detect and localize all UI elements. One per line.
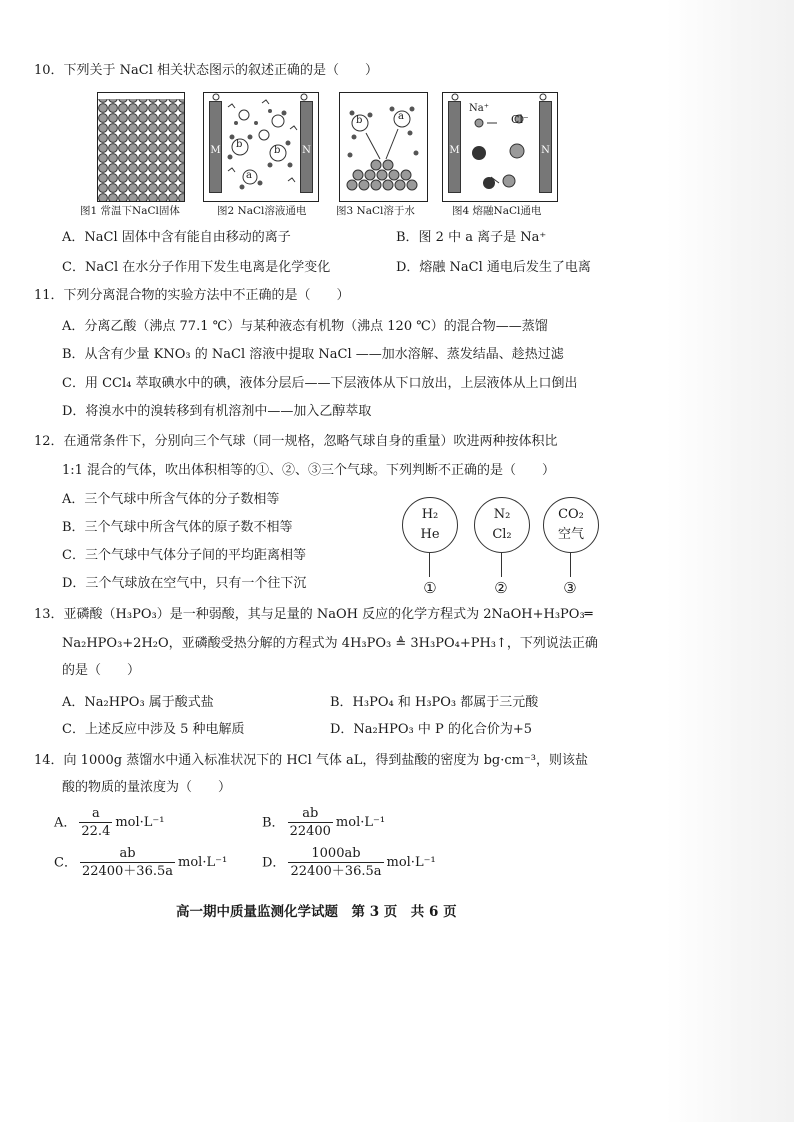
q14-option-c[interactable]	[54, 846, 227, 880]
q14-option-c-label: C．	[54, 855, 77, 871]
q14-option-a[interactable]	[54, 806, 165, 840]
q14-a-numerator: a	[91, 806, 100, 821]
scan-shadow	[666, 0, 794, 1122]
q14-option-d-fraction	[288, 846, 383, 880]
q14-d-unit: mol·L⁻¹	[386, 855, 436, 870]
balloon-3	[543, 497, 599, 553]
fig4-caption: 图4 熔融NaCl通电	[452, 205, 542, 217]
balloon-3-gas-2: 空气	[557, 527, 584, 542]
balloon-2-number: ②	[494, 579, 508, 597]
q13-stem-line2: Na₂HPO₃+2H₂O，亚磷酸受热分解的方程式为 4H₃PO₃ ≜ 3H₃PO₄+PH₃↑，下列说法正确	[62, 636, 598, 651]
page-footer: 高一期中质量监测化学试题 第 3 页 共 6 页	[176, 904, 457, 920]
fig2-nacl-solution-electrolysis	[203, 92, 319, 202]
electrode-n-label: N	[302, 145, 311, 156]
q13-stem-line1: 13．亚磷酸（H₃PO₃）是一种弱酸，其与足量的 NaOH 反应的化学方程式为 2NaOH+H₃PO₃═	[34, 607, 593, 622]
q14-option-c-fraction	[80, 846, 175, 880]
na-ion-label: Na⁺	[469, 103, 489, 114]
q14-stem-line2: 酸的物质的量浓度为（ ）	[62, 780, 232, 795]
q14-b-unit: mol·L⁻¹	[335, 815, 386, 830]
fig3-nacl-dissolving	[339, 92, 428, 202]
q11-option-c[interactable]: C．用 CCl₄ 萃取碘水中的碘，液体分层后——下层液体从下口放出，上层液体从上口倒出	[62, 376, 578, 391]
q13-option-c[interactable]: C．上述反应中涉及 5 种电解质	[62, 722, 245, 737]
q14-d-numerator: 1000ab	[311, 846, 361, 861]
q14-d-denominator: 22400＋36.5a	[290, 864, 382, 879]
q13-option-b[interactable]: B．H₃PO₄ 和 H₃PO₃ 都属于三元酸	[330, 695, 539, 710]
cl-ion-label: Cl⁻	[511, 113, 529, 126]
fig3-caption: 图3 NaCl溶于水	[336, 205, 415, 217]
q13-stem-line3: 的是（ ）	[62, 663, 141, 678]
q10-option-b[interactable]: B．图 2 中 a 离子是 Na⁺	[396, 230, 547, 245]
q12-stem-line1: 12．在通常条件下，分别向三个气球（同一规格，忽略气球自身的重量）吹进两种按体积比	[34, 434, 558, 449]
q10-option-a[interactable]: A．NaCl 固体中含有能自由移动的离子	[62, 230, 291, 245]
q14-option-b[interactable]	[262, 806, 385, 840]
q11-option-a[interactable]: A．分离乙酸（沸点 77.1 ℃）与某种液态有机物（沸点 120 ℃）的混合物——蒸馏	[62, 319, 548, 334]
ion-a-label: a	[246, 170, 252, 181]
electrode-n-label-fig4: N	[541, 145, 550, 156]
q11-stem: 11．下列分离混合物的实验方法中不正确的是（ ）	[34, 288, 350, 303]
fig2-caption: 图2 NaCl溶液通电	[217, 205, 307, 217]
q12-option-c[interactable]: C．三个气球中气体分子间的平均距离相等	[62, 548, 306, 563]
balloon-2	[474, 497, 530, 553]
q14-a-unit: mol·L⁻¹	[115, 815, 165, 830]
q10-option-d[interactable]: D．熔融 NaCl 通电后发生了电离	[396, 260, 591, 275]
fig3-dissolve-graphic	[340, 93, 427, 201]
q14-b-numerator: ab	[302, 806, 319, 821]
q14-c-unit: mol·L⁻¹	[178, 855, 228, 870]
fig1-lattice-graphic	[98, 93, 184, 201]
balloon-2-string	[501, 553, 502, 577]
ion-b-label: b	[236, 139, 243, 150]
q14-a-denominator: 22.4	[81, 824, 111, 839]
balloon-2-gas-2: Cl₂	[492, 527, 512, 542]
ion-b-label-2: b	[274, 145, 281, 156]
q10-option-c[interactable]: C．NaCl 在水分子作用下发生电离是化学变化	[62, 260, 331, 275]
balloon-1-number: ①	[423, 579, 437, 597]
q11-option-b[interactable]: B．从含有少量 KNO₃ 的 NaCl 溶液中提取 NaCl ——加水溶解、蒸发结晶、趁热过滤	[62, 347, 564, 362]
q14-option-d-label: D．	[262, 855, 286, 871]
q14-c-numerator: ab	[119, 846, 136, 861]
q10-stem: 10．下列关于 NaCl 相关状态图示的叙述正确的是（ ）	[34, 63, 379, 78]
q13-option-a[interactable]: A．Na₂HPO₃ 属于酸式盐	[62, 695, 214, 710]
balloon-1-string	[429, 553, 430, 577]
q11-option-d[interactable]: D．将溴水中的溴转移到有机溶剂中——加入乙醇萃取	[62, 404, 372, 419]
balloon-3-number: ③	[563, 579, 577, 597]
electrode-m-label: M	[210, 145, 221, 156]
fig1-nacl-solid	[97, 92, 185, 202]
electrode-m-label-fig4: M	[449, 145, 460, 156]
q14-option-b-label: B．	[262, 815, 285, 831]
q14-stem-line1: 14．向 1000g 蒸馏水中通入标准状况下的 HCl 气体 aL，得到盐酸的密度为 bg·cm⁻³，则该盐	[34, 753, 589, 768]
q12-option-d[interactable]: D．三个气球放在空气中，只有一个往下沉	[62, 576, 307, 591]
q14-option-a-label: A．	[54, 815, 77, 831]
q12-option-b[interactable]: B．三个气球中所含气体的原子数不相等	[62, 520, 293, 535]
q14-option-a-fraction	[79, 806, 112, 840]
q12-option-a[interactable]: A．三个气球中所含气体的分子数相等	[62, 492, 280, 507]
balloon-3-gas-1: CO₂	[558, 507, 584, 522]
fig1-caption: 图1 常温下NaCl固体	[80, 205, 180, 217]
q14-option-b-fraction	[288, 806, 333, 840]
ion-a-label-fig3: a	[398, 111, 404, 122]
fig4-molten-nacl-electrolysis	[442, 92, 558, 202]
balloon-1-gas-1: H₂	[421, 507, 439, 522]
q12-stem-line2: 1:1 混合的气体，吹出体积相等的①、②、③三个气球。下列判断不正确的是（ ）	[62, 463, 556, 478]
q14-option-d[interactable]	[262, 846, 436, 880]
balloon-2-gas-1: N₂	[493, 507, 511, 522]
balloon-3-string	[570, 553, 571, 577]
balloon-1-gas-2: He	[420, 527, 440, 542]
ion-b-label-fig3: b	[356, 115, 363, 126]
q13-option-d[interactable]: D．Na₂HPO₃ 中 P 的化合价为+5	[330, 722, 533, 737]
balloon-1	[402, 497, 458, 553]
q14-b-denominator: 22400	[289, 824, 331, 839]
q14-c-denominator: 22400＋36.5a	[81, 864, 174, 879]
